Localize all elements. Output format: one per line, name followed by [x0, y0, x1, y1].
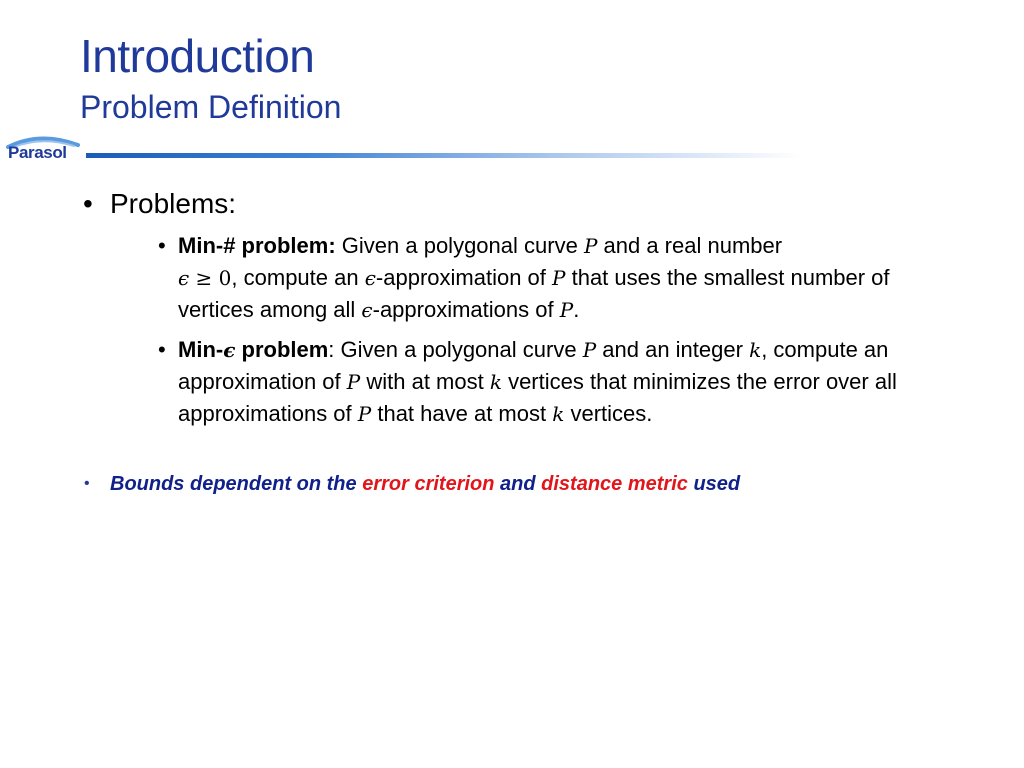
problem-list — [110, 230, 950, 430]
text-run: , compute an — [231, 265, 365, 290]
text-run: -approximations of — [372, 297, 560, 322]
bullet-problems — [80, 186, 950, 430]
text-run: that uses the smallest number of vertices among all — [178, 265, 890, 322]
min-count-label: Min-# problem: — [178, 233, 336, 258]
math-P: P — [583, 234, 598, 258]
parasol-logo — [4, 132, 82, 172]
math-epsilon: ϵ — [178, 266, 190, 290]
text-run: problem — [235, 337, 329, 362]
bullet-dot: • — [158, 233, 166, 258]
bullet-dot: • — [84, 475, 90, 492]
text-run: used — [687, 473, 741, 495]
slide-subtitle: Problem Definition — [80, 89, 342, 125]
text-run: Given a polygonal curve — [334, 337, 583, 362]
bullet-min-count-problem — [110, 230, 950, 326]
math-geq-zero: ≥ 0 — [189, 266, 232, 290]
text-run: : — [328, 337, 335, 362]
math-P: P — [346, 370, 361, 394]
text-run: , — [761, 337, 768, 362]
bullet-min-epsilon-problem — [110, 334, 950, 430]
text-run: compute an approximation of — [178, 337, 889, 394]
problems-label: Problems: — [110, 188, 237, 219]
text-run: -approximation of — [375, 265, 553, 290]
title-divider — [86, 153, 802, 158]
text-run: with at most — [360, 369, 490, 394]
text-run: and a real number — [597, 233, 783, 258]
math-epsilon: ϵ — [223, 338, 236, 362]
math-P: P — [582, 338, 597, 362]
logo-text: Parasol — [8, 143, 67, 162]
math-P: P — [559, 298, 574, 322]
bullet-bounds — [80, 470, 950, 498]
slide-title: Introduction — [80, 30, 315, 82]
math-P: P — [552, 266, 566, 290]
slide-content — [80, 186, 950, 498]
text-run: Bounds dependent on the — [110, 473, 363, 495]
highlight-error-criterion: error criterion — [362, 473, 495, 495]
text-run: . — [573, 297, 580, 322]
math-epsilon: ϵ — [361, 298, 373, 322]
bullet-dot: • — [83, 188, 93, 219]
text-run: vertices. — [564, 401, 653, 426]
math-P: P — [357, 402, 372, 426]
highlight-distance-metric: distance metric — [541, 473, 688, 495]
text-run: that have at most — [371, 401, 553, 426]
text-run: and an integer — [596, 337, 750, 362]
text-run: Min- — [178, 337, 224, 362]
min-epsilon-label — [178, 337, 328, 362]
bullet-dot: • — [158, 337, 166, 362]
text-run: vertices that minimizes the error over all approximations of — [178, 369, 897, 426]
math-epsilon: ϵ — [364, 266, 376, 290]
text-run: and — [494, 473, 542, 495]
math-k: k — [749, 338, 762, 362]
math-k: k — [552, 402, 565, 426]
text-run: Given a polygonal curve — [335, 233, 584, 258]
math-k: k — [489, 370, 502, 394]
